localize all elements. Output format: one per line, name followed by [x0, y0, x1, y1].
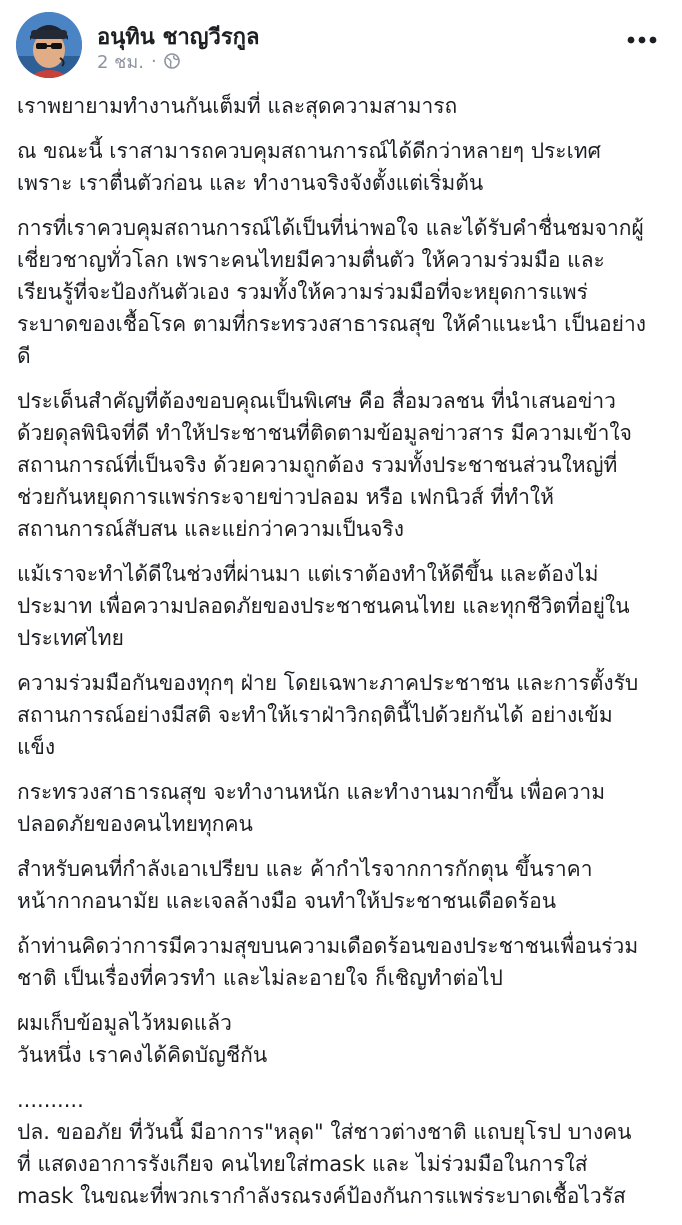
meta-separator: ·: [150, 50, 157, 72]
post-paragraph: สำหรับคนที่กำลังเอาเปรียบ และ ค้ากำไรจากการกักตุน ขึ้นราคา หน้ากากอนามัย และเจลล้างมือ จนทำให้ประชาชนเดือดร้อน: [17, 857, 593, 913]
post-paragraph: ผมเก็บข้อมูลไว้หมดแล้ว วันหนึ่ง เราคงได้คิดบัญชีกัน: [17, 1011, 268, 1067]
avatar[interactable]: [16, 12, 82, 78]
more-options-button[interactable]: [622, 26, 662, 54]
post-paragraph: .......... ปล. ขออภัย ที่วันนี้ มีอาการ"หลุด" ใส่ชาวต่างชาติ แถบยุโรป บางคน ที่ แสดงอาการรังเกียจ คนไทยใส่mask และ ไม่ร่วมมือในการใส่ mask ในขณะที่พวกเรากำลังรณรงค์ป้องกันการแพร่ระบาดเชื้อไวรัส: [17, 1088, 632, 1208]
author-name[interactable]: อนุทิน ชาญวีรกูล: [97, 25, 260, 50]
post-paragraph: กระทรวงสาธารณสุข จะทำงานหนัก และทำงานมากขึ้น เพื่อความ ปลอดภัยของคนไทยทุกคน: [17, 780, 606, 836]
post-paragraph: ประเด็นสำคัญที่ต้องขอบคุณเป็นพิเศษ คือ สื่อมวลชน ที่นำเสนอข่าว ด้วยดุลพินิจที่ดี ทำให้ประชาชนที่ติดตามข้อมูลข่าวสาร มีความเข้าใจ สถานการณ์ที่เป็นจริง ด้วยความถูกต้อง รวมทั้งประชาชนส่วนใหญ่ที่ ช่วยกันหยุดการแพร่กระจายข่าวปลอม หรือ เฟกนิวส์ ที่ทำให้ สถานการณ์สับสน และแย่กว่าความเป็นจริง: [17, 389, 632, 541]
post-timestamp[interactable]: 2 ชม.: [97, 51, 144, 73]
post-paragraph: ณ ขณะนี้ เราสามารถควบคุมสถานการณ์ได้ดีกว่าหลายๆ ประเทศ เพราะ เราตื่นตัวก่อน และ ทำงานจริงจังตั้งแต่เริ่มต้น: [17, 139, 601, 195]
post-paragraph: ถ้าท่านคิดว่าการมีความสุขบนความเดือดร้อนของประชาชนเพื่อนร่วม ชาติ เป็นเรื่องที่ควรทำ และไม่ละอายใจ ก็เชิญทำต่อไป: [17, 934, 639, 990]
post-paragraph: การที่เราควบคุมสถานการณ์ได้เป็นที่น่าพอใจ และได้รับคำชื่นชมจากผู้ เชี่ยวชาญทั่วโลก เพราะคนไทยมีความตื่นตัว ให้ความร่วมมือ และ เรียนรู้ที่จะป้องกันตัวเอง รวมทั้งให้ความร่วมมือที่จะหยุดการแพร่ ระบาดของเชื้อโรค ตามที่กระทรวงสาธารณสุข ให้คำแนะนำ เป็นอย่าง ดี: [17, 216, 647, 368]
post-meta: [97, 50, 180, 72]
post-paragraph: แม้เราจะทำได้ดีในช่วงที่ผ่านมา แต่เราต้องทำให้ดีขึ้น และต้องไม่ ประมาท เพื่อความปลอดภัยของประชาชนคนไทย และทุกชีวิตที่อยู่ใน ประเทศไทย: [17, 562, 630, 650]
more-horizontal-icon: [627, 36, 657, 44]
post-body: [17, 90, 672, 1225]
post-header: [0, 0, 682, 90]
globe-icon[interactable]: [164, 53, 180, 69]
post-paragraph: เราพยายามทำงานกันเต็มที่ และสุดความสามารถ: [17, 94, 458, 118]
post-paragraph: ความร่วมมือกันของทุกๆ ฝ่าย โดยเฉพาะภาคประชาชน และการตั้งรับ สถานการณ์อย่างมีสติ จะทำให้เราฝ่าวิกฤตินี้ไปด้วยกันได้ อย่างเข้ม แข็ง: [17, 671, 639, 759]
avatar-image: [16, 12, 82, 78]
